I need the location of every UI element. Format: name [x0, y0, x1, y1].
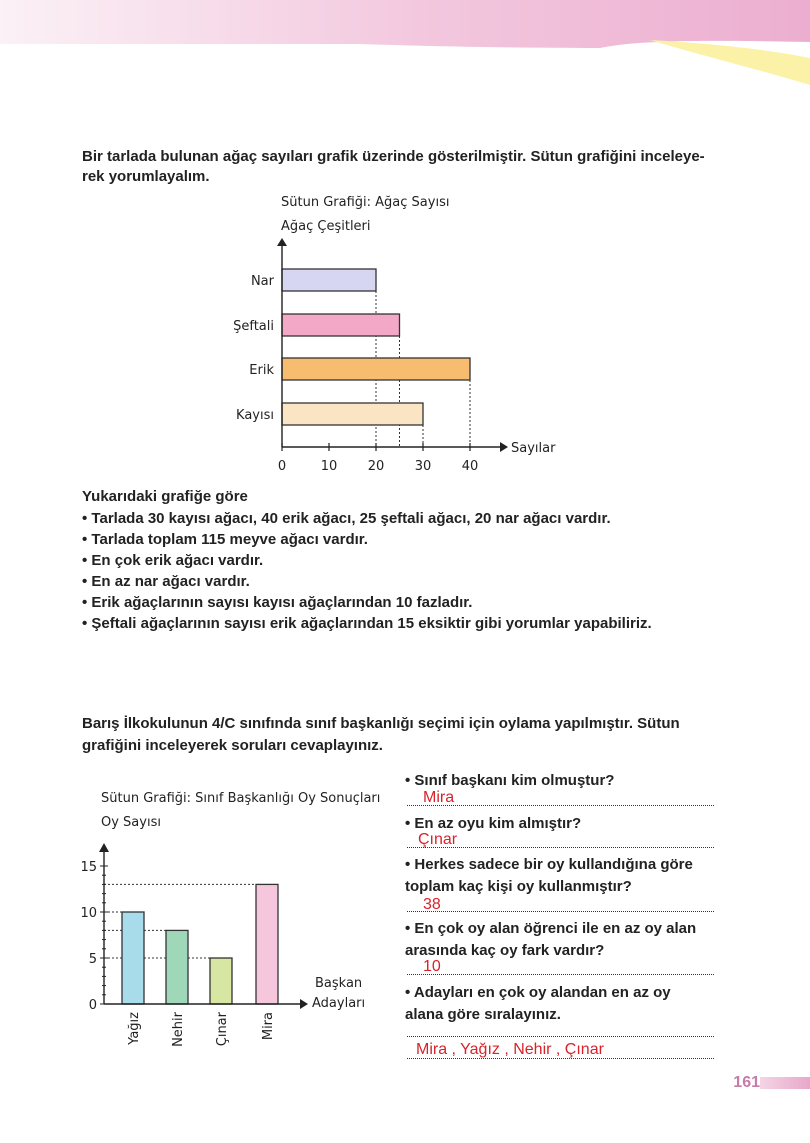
- answer-5: Mira , Yağız , Nehir , Çınar: [416, 1041, 604, 1058]
- interpretation-heading: Yukarıdaki grafiğe göre: [82, 488, 248, 505]
- category-label: Şeftali: [233, 319, 274, 334]
- interpretation-list: [82, 508, 652, 634]
- answer-line-5a[interactable]: [407, 1036, 714, 1037]
- x-tick-label: 30: [414, 459, 432, 474]
- interpretation-item: • Erik ağaçlarının sayısı kayısı ağaçlarından 10 fazladır.: [82, 592, 652, 613]
- question-2: • En az oyu kim almıştır?: [405, 815, 582, 832]
- question-5-line-1: • Adayları en çok oy alandan en az oy: [405, 984, 671, 1001]
- y-tick-label: 10: [80, 906, 97, 921]
- candidate-label: Yağız: [127, 1012, 142, 1045]
- x-tick-label: 0: [277, 459, 287, 474]
- x-axis-label: Sayılar: [511, 441, 556, 456]
- answer-4: 10: [423, 958, 441, 975]
- candidate-label: Mira: [261, 1012, 276, 1041]
- y-tick-label: 0: [88, 998, 97, 1013]
- question-5-line-2: alana göre sıralayınız.: [405, 1006, 561, 1023]
- answer-1: Mira: [423, 789, 455, 806]
- question-4-line-1: • En çok oy alan öğrenci ile en az oy alan: [405, 920, 697, 937]
- page-number-bar: [760, 1077, 810, 1089]
- answer-3: 38: [423, 896, 441, 913]
- candidate-label: Nehir: [171, 1012, 186, 1047]
- chart2-xlabel-1: Başkan: [315, 976, 363, 991]
- page-number: 161: [733, 1074, 760, 1091]
- intro-line-2: rek yorumlayalım.: [82, 168, 210, 185]
- answer-line-4[interactable]: [407, 974, 714, 975]
- x-tick-label: 20: [367, 459, 385, 474]
- answer-2: Çınar: [418, 831, 458, 848]
- answer-line-3[interactable]: [407, 911, 714, 912]
- chart2-xlabel-2: Adayları: [312, 996, 366, 1011]
- bar-erik: [282, 358, 470, 380]
- category-label: Erik: [249, 363, 274, 378]
- candidate-label: Çınar: [215, 1012, 230, 1047]
- bar-candidate: [122, 912, 144, 1004]
- x-axis-arrow-icon: [500, 442, 508, 452]
- y-axis-arrow-icon: [277, 238, 287, 246]
- answer-line-1[interactable]: [407, 805, 714, 806]
- chart2-title: Sütun Grafiği: Sınıf Başkanlığı Oy Sonuçları: [101, 791, 381, 806]
- category-label: Nar: [250, 274, 274, 289]
- chart2-ylabel: Oy Sayısı: [101, 815, 161, 830]
- x-axis-arrow-icon: [300, 999, 308, 1009]
- chart1-title: Sütun Grafiği: Ağaç Sayısı: [281, 195, 450, 210]
- y-tick-label: 15: [80, 860, 97, 875]
- bar-candidate: [210, 958, 232, 1004]
- bar-nar: [282, 269, 376, 291]
- y-axis-arrow-icon: [99, 843, 109, 852]
- interpretation-item: • Şeftali ağaçlarının sayısı erik ağaçlarından 15 eksiktir gibi yorumlar yapabiliriz.: [82, 613, 652, 634]
- interpretation-item: • En çok erik ağacı vardır.: [82, 550, 652, 571]
- answer-line-5b[interactable]: [407, 1058, 714, 1059]
- x-tick-label: 10: [320, 459, 338, 474]
- interpretation-item: • Tarlada toplam 115 meyve ağacı vardır.: [82, 529, 652, 550]
- bar-kayısı: [282, 403, 423, 425]
- bar-candidate: [256, 884, 278, 1004]
- intro-line-1: Bir tarlada bulunan ağaç sayıları grafik üzerinde gösterilmiştir. Sütun grafiğini inceleye-: [82, 148, 705, 165]
- interpretation-item: • Tarlada 30 kayısı ağacı, 40 erik ağacı, 25 şeftali ağacı, 20 nar ağacı vardır.: [82, 508, 652, 529]
- x-tick-label: 40: [461, 459, 479, 474]
- exercise-line-2: grafiğini inceleyerek soruları cevaplayınız.: [82, 737, 383, 754]
- question-3-line-1: • Herkes sadece bir oy kullandığına göre: [405, 856, 693, 873]
- exercise-line-1: Barış İlkokulunun 4/C sınıfında sınıf başkanlığı seçimi için oylama yapılmıştır. Sütun: [82, 715, 680, 732]
- answer-line-2[interactable]: [407, 847, 714, 848]
- question-4-line-2: arasında kaç oy fark vardır?: [405, 942, 605, 959]
- interpretation-item: • En az nar ağacı vardır.: [82, 571, 652, 592]
- chart1-ylabel: Ağaç Çeşitleri: [281, 219, 371, 234]
- category-label: Kayısı: [236, 408, 274, 423]
- bar-candidate: [166, 930, 188, 1004]
- question-1: • Sınıf başkanı kim olmuştur?: [405, 772, 615, 789]
- question-3-line-2: toplam kaç kişi oy kullanmıştır?: [405, 878, 632, 895]
- bar-şeftali: [282, 314, 400, 336]
- header-decoration: [0, 0, 810, 90]
- y-tick-label: 5: [88, 952, 97, 967]
